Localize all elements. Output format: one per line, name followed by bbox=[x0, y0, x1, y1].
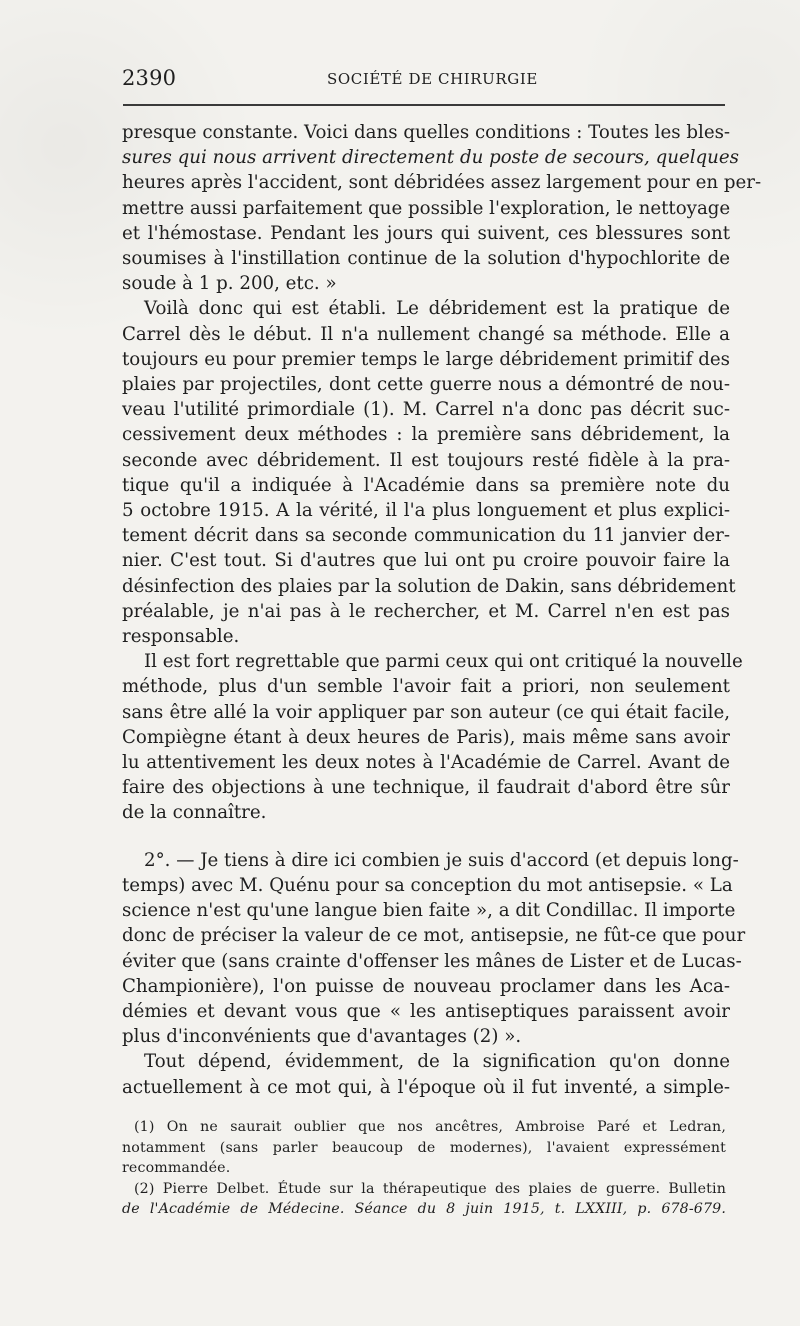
text-line: nier. C'est tout. Si d'autres que lui ont pu croire pouvoir faire la bbox=[122, 550, 730, 572]
body-text bbox=[122, 120, 762, 1100]
text-line: toujours eu pour premier temps le large débridement primitif des bbox=[122, 348, 730, 370]
text-line: soumises à l'instillation continue de la solution d'hypochlorite de bbox=[122, 248, 730, 270]
text-line: presque constante. Voici dans quelles conditions : Toutes les bles- bbox=[122, 122, 731, 143]
text-line: éviter que (sans crainte d'offenser les mânes de Lister et de Lucas- bbox=[122, 950, 742, 972]
text-line: désinfection des plaies par la solution de Dakin, sans débridement bbox=[122, 575, 736, 597]
text-line: plaies par projectiles, dont cette guerre nous a démontré de nou- bbox=[122, 374, 730, 396]
text-line: plus d'inconvénients que d'avantages (2) ». bbox=[122, 1026, 522, 1048]
footnote-line: de l'Académie de Médecine. Séance du 8 juin 1915, t. LXXIII, p. 678-679. bbox=[122, 1201, 726, 1217]
text-line: démies et devant vous que « les antiseptiques paraissent avoir bbox=[122, 1000, 730, 1022]
text-line: heures après l'accident, sont débridées assez largement pour en per- bbox=[122, 172, 762, 194]
text-line: mettre aussi parfaitement que possible l'exploration, le nettoyage bbox=[122, 197, 731, 219]
text-line: de la connaître. bbox=[122, 802, 267, 824]
text-line: veau l'utilité primordiale (1). M. Carrel n'a donc pas décrit suc- bbox=[122, 399, 730, 421]
text-line: temps) avec M. Quénu pour sa conception du mot antisepsie. « La bbox=[122, 874, 733, 896]
footnotes bbox=[122, 1117, 726, 1220]
paragraph-gap bbox=[122, 826, 730, 848]
text-line: tique qu'il a indiquée à l'Académie dans sa première note du bbox=[122, 474, 730, 496]
text-line: actuellement à ce mot qui, à l'époque où il fut inventé, a simple- bbox=[122, 1076, 730, 1098]
text-line: 5 octobre 1915. A la vérité, il l'a plus longuement et plus explici- bbox=[122, 500, 730, 522]
footnote-line: notamment (sans parler beaucoup de modernes), l'avaient expressément bbox=[122, 1139, 726, 1156]
page-header bbox=[122, 66, 726, 96]
text-line: préalable, je n'ai pas à le rechercher, et M. Carrel n'en est pas bbox=[122, 600, 730, 622]
footnote-line: (1) On ne saurait oublier que nos ancêtres, Ambroise Paré et Ledran, bbox=[134, 1119, 726, 1135]
text-line: responsable. bbox=[122, 626, 240, 648]
text-line: Il est fort regrettable que parmi ceux qui ont critiqué la nouvelle bbox=[144, 651, 743, 673]
text-line: science n'est qu'une langue bien faite », a dit Condillac. Il importe bbox=[122, 900, 736, 922]
page-number: 2390 bbox=[122, 66, 177, 90]
text-line: Carrel dès le début. Il n'a nullement changé sa méthode. Elle a bbox=[122, 323, 730, 345]
text-line: sures qui nous arrivent directement du poste de secours, quelques bbox=[122, 147, 739, 169]
text-line: méthode, plus d'un semble l'avoir fait a priori, non seulement bbox=[122, 676, 730, 698]
text-line: soude à 1 p. 200, etc. » bbox=[122, 273, 337, 295]
text-line: faire des objections à une technique, il faudrait d'abord être sûr bbox=[122, 777, 730, 799]
text-line: Voilà donc qui est établi. Le débridement est la pratique de bbox=[144, 298, 730, 320]
text-line: Compiègne étant à deux heures de Paris), mais même sans avoir bbox=[122, 726, 730, 748]
text-line: 2°. — Je tiens à dire ici combien je suis d'accord (et depuis long- bbox=[144, 849, 739, 871]
text-line: tement décrit dans sa seconde communication du 11 janvier der- bbox=[122, 525, 730, 547]
text-line: seconde avec débridement. Il est toujours resté fidèle à la pra- bbox=[122, 449, 730, 471]
header-rule bbox=[123, 104, 725, 106]
text-line: donc de préciser la valeur de ce mot, antisepsie, ne fût-ce que pour bbox=[122, 925, 746, 947]
text-line: et l'hémostase. Pendant les jours qui suivent, ces blessures sont bbox=[122, 222, 730, 244]
text-line: Tout dépend, évidemment, de la signification qu'on donne bbox=[144, 1051, 730, 1073]
text-line: lu attentivement les deux notes à l'Académie de Carrel. Avant de bbox=[122, 752, 730, 774]
text-line: cessivement deux méthodes : la première sans débridement, la bbox=[122, 424, 730, 446]
footnote-line: recommandée. bbox=[122, 1160, 231, 1176]
footnote-line: (2) Pierre Delbet. Étude sur la thérapeutique des plaies de guerre. Bulletin bbox=[134, 1180, 726, 1197]
text-line: Championière), l'on puisse de nouveau proclamer dans les Aca- bbox=[122, 975, 730, 997]
running-head: SOCIÉTÉ DE CHIRURGIE bbox=[327, 70, 538, 88]
text-line: sans être allé la voir appliquer par son auteur (ce qui était facile, bbox=[122, 701, 730, 723]
